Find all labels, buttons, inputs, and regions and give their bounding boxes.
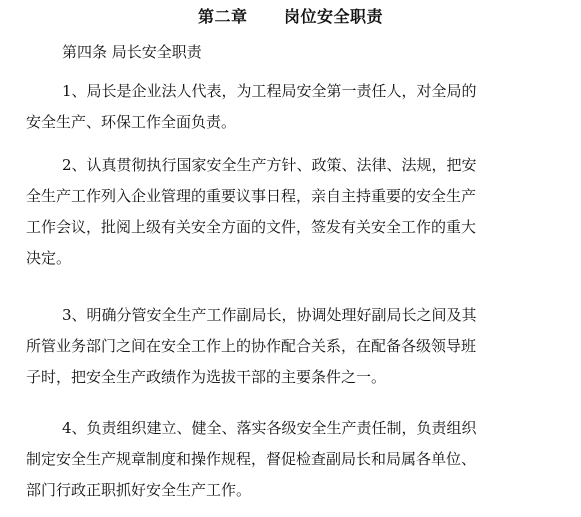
paragraph-line: 4、负责组织建立、健全、落实各级安全生产责任制，负责组织 xyxy=(62,419,477,437)
paragraph-2 xyxy=(26,150,566,274)
paragraph-line: 工作会议，批阅上级有关安全方面的文件，签发有关安全工作的重大 xyxy=(26,218,477,236)
paragraph-4 xyxy=(26,413,566,506)
paragraph-line: 制定安全生产规章制度和操作规程，督促检查副局长和局属各单位、 xyxy=(26,450,477,468)
paragraph-line: 3、明确分管安全生产工作副局长，协调处理好副局长之间及其 xyxy=(62,306,477,324)
article-heading: 第四条 局长安全职责 xyxy=(62,43,202,61)
paragraph-line: 子时，把安全生产政绩作为选拔干部的主要条件之一。 xyxy=(26,368,387,386)
paragraph-line: 1、局长是企业法人代表，为工程局安全第一责任人，对全局的 xyxy=(62,82,477,100)
paragraph-3 xyxy=(26,300,566,393)
chapter-title: 第二章 岗位安全职责 xyxy=(198,7,383,26)
paragraph-line: 安全生产、环保工作全面负责。 xyxy=(26,113,237,131)
paragraph-line: 2、认真贯彻执行国家安全生产方针、政策、法律、法规，把安 xyxy=(62,156,477,174)
paragraph-line: 所管业务部门之间在安全工作上的协作配合关系，在配备各级领导班 xyxy=(26,337,477,355)
paragraph-1 xyxy=(26,76,566,138)
paragraph-line: 部门行政正职抓好安全生产工作。 xyxy=(26,481,252,499)
paragraph-line: 全生产工作列入企业管理的重要议事日程，亲自主持重要的安全生产 xyxy=(26,187,477,205)
paragraph-line: 决定。 xyxy=(26,249,72,267)
